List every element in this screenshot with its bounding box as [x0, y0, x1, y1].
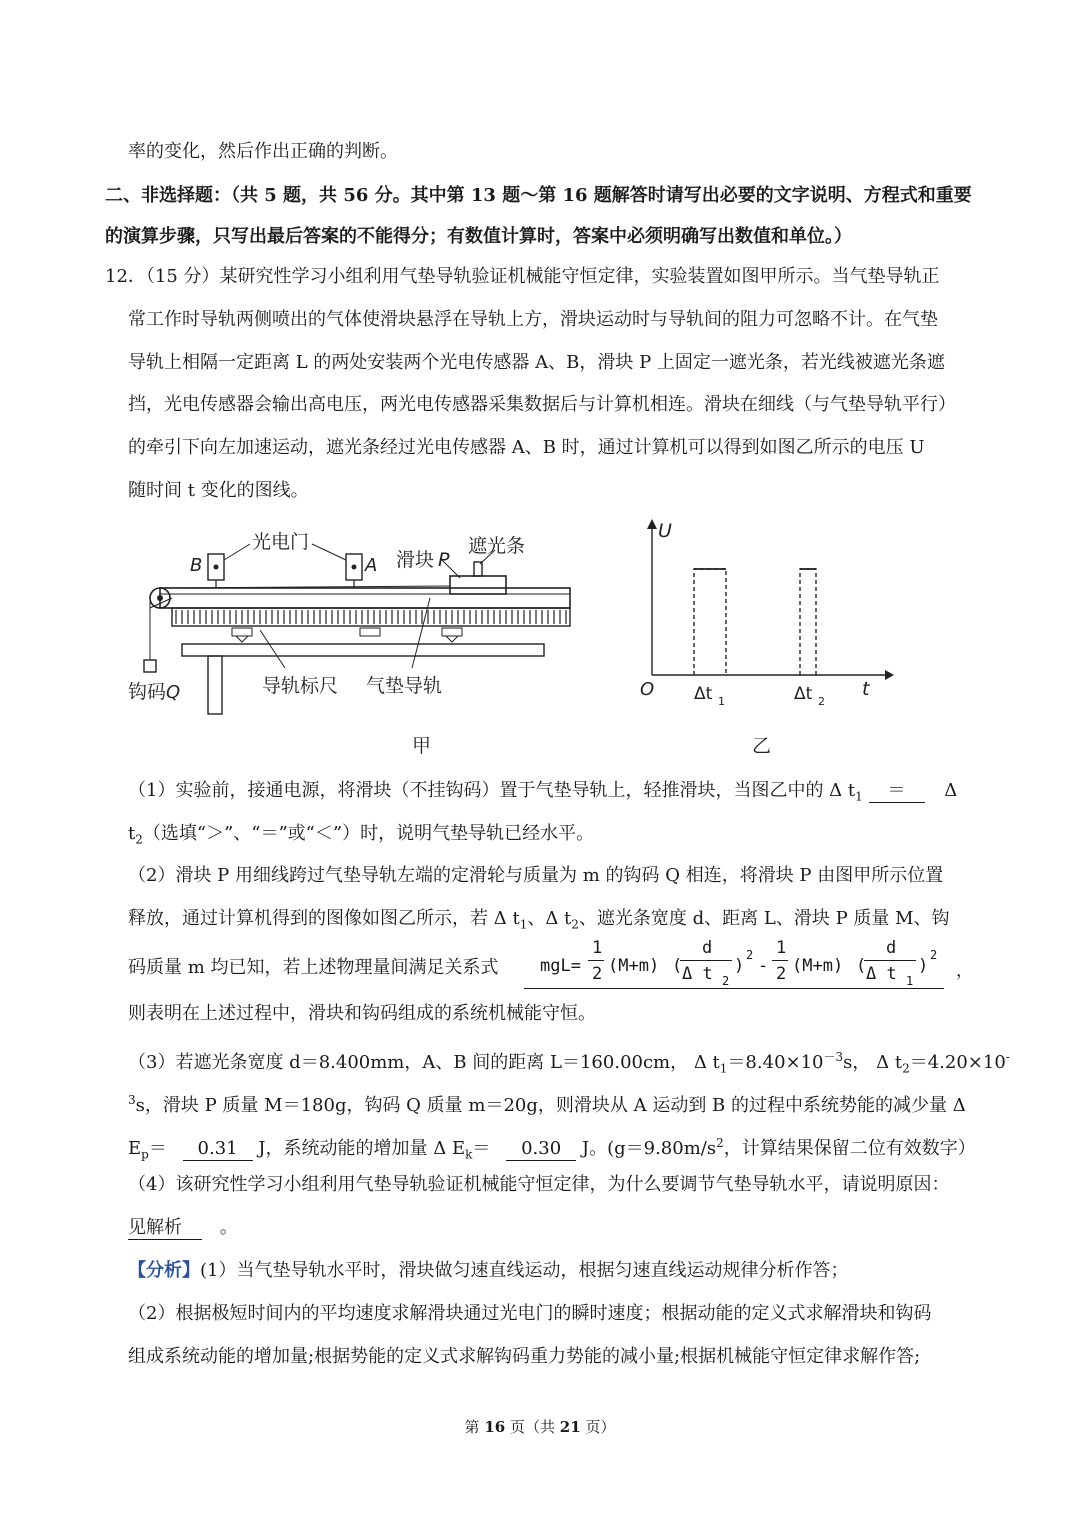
part-3-text: $^3$s，滑块 P 质量 M＝180g，钩码 Q 质量 m＝20g，则滑块从 A 运动到 B 的过程中系统势能的减少量 Δ [128, 1093, 966, 1116]
analysis-tag: 【分析】 [128, 1260, 200, 1281]
analysis-line: 【分析】(1）当气垫导轨水平时，滑块做匀速直线运动，根据匀速直线运动规律分析作答； [128, 1260, 849, 1281]
answer-formula: mgL= 1 2 (M+m) ( d Δ t 2 ) 2 - 1 2 (M+m) ( d Δ t 1 ) 2 ， [524, 936, 974, 992]
slider [450, 576, 506, 594]
part-2-text: 码质量 m 均已知，若上述物理量间满足关系式 [128, 957, 499, 978]
section-heading-cont: 的演算步骤，只写出最后答案的不能得分；有数值计算时，答案中必须明确写出数值和单位。） [105, 226, 852, 247]
question-12-text: 挡，光电传感器会输出高电压，两光电传感器采集数据后与计算机相连。滑块在细线（与气垫导轨平行） [128, 394, 956, 415]
label-dt1-sub: 1 [718, 695, 725, 708]
air-track [160, 588, 570, 608]
answer-blank-4: 见解析 [128, 1217, 202, 1240]
part-2-text: （2）滑块 P 用细线跨过气垫导轨左端的定滑轮与质量为 m 的钩码 Q 相连，将滑块 P 由图甲所示位置 [128, 865, 944, 886]
question-12-text: 常工作时导轨两侧喷出的气体使滑块悬浮在导轨上方，滑块运动时与导轨间的阻力可忽略不计。在气垫 [128, 309, 938, 330]
axis-label-t: t [862, 678, 870, 700]
label-A: A [365, 555, 378, 576]
page-number: 16 [484, 1418, 506, 1436]
part-3-text: （3）若遮光条宽度 d＝8.400mm，A、B 间的距离 L＝160.00cm， Δ $t_1=8.40\times 10^{-3}s$， Δ $t_2=4.20\times 10^-$ [128, 1050, 1010, 1076]
label-dt2: Δt [794, 684, 813, 704]
axis-label-U: U [658, 520, 672, 542]
part-2-conclusion: 则表明在上述过程中，滑块和钩码组成的系统机械能守恒。 [128, 1003, 596, 1024]
label-dt2-sub: 2 [818, 695, 825, 708]
pulse-1 [694, 569, 726, 675]
caption-yi: 乙 [752, 735, 772, 757]
section-heading: 二、非选择题：（共 5 题，共 56 分。其中第 13 题～第 16 题解答时请写出必要的文字说明、方程式和重要 [105, 185, 972, 206]
part-4-text: （4）该研究性学习小组利用气垫导轨验证机械能守恒定律，为什么要调节气垫导轨水平，请说明原因： [128, 1174, 950, 1195]
hook-weight [144, 660, 156, 672]
label-scale: 导轨标尺 [262, 675, 339, 697]
origin-label: O [640, 679, 655, 700]
part-2-text: 释放，通过计算机得到的图像如图乙所示，若 Δ $t_1$、Δ $t_2$、遮光条宽度 d、距离 L、滑块 P 质量 M、钩 [128, 908, 950, 932]
text-line: 率的变化，然后作出正确的判断。 [128, 141, 398, 162]
figure-apparatus [120, 520, 590, 770]
part-1-text-cont: $t_2$（选填“＞”、“＝”或“＜”）时，说明气垫导轨已经水平。 [128, 823, 595, 847]
label-slider: 滑块 [396, 549, 435, 571]
question-12-text: 12．（15 分）某研究性学习小组利用气垫导轨验证机械能守恒定律，实验装置如图甲所示。当气垫导轨正 [105, 266, 940, 287]
caption-jia: 甲 [412, 735, 432, 757]
analysis-line: 组成系统动能的增加量;根据势能的定义式求解钩码重力势能的减小量;根据机械能守恒定律求解作答; [128, 1346, 921, 1367]
label-strip: 遮光条 [468, 535, 526, 557]
page-total: 21 [559, 1418, 581, 1436]
part-3-text: $E_p= 0.31$ J，系统动能的增加量 Δ $E_k= 0.30$ J。($g=9.80m/s^2$，计算结果保留二位有效数字） [128, 1136, 976, 1162]
part-1-text: （1）实验前，接通电源，将滑块（不挂钩码）置于气垫导轨上，轻推滑块，当图乙中的 Δ $t_1 = \Delta$ [128, 780, 958, 804]
question-12-text: 的牵引下向左加速运动，遮光条经过光电传感器 A、B 时，通过计算机可以得到如图乙所示的电压 U [128, 437, 925, 458]
answer-blank-ek: 0.30 [506, 1138, 576, 1161]
page-footer: 第 16 页（共 21 页） [464, 1418, 616, 1436]
part-4-answer-line: 见解析 。 [128, 1217, 238, 1238]
table [182, 644, 544, 656]
question-12-text: 随时间 t 变化的图线。 [128, 480, 309, 501]
label-Q: Q [166, 682, 181, 703]
label-dt1: Δt [694, 684, 713, 704]
analysis-line: （2）根据极短时间内的平均速度求解滑块通过光电门的瞬时速度；根据动能的定义式求解滑块和钩码 [128, 1303, 932, 1324]
track-scale [172, 608, 570, 626]
label-B: B [190, 555, 203, 576]
label-photogate: 光电门 [252, 531, 310, 553]
figure-voltage-graph [630, 515, 900, 770]
label-hook: 钩码 [128, 681, 167, 703]
answer-blank-ep: 0.31 [183, 1138, 253, 1161]
pulse-2 [800, 569, 816, 675]
label-P: P [438, 549, 450, 571]
light-strip [474, 562, 482, 576]
label-track: 气垫导轨 [366, 675, 443, 697]
question-12-text: 导轨上相隔一定距离 L 的两处安装两个光电传感器 A、B，滑块 P 上固定一遮光条，若光线被遮光条遮 [128, 352, 945, 373]
answer-blank-1: ＝ [869, 780, 925, 803]
